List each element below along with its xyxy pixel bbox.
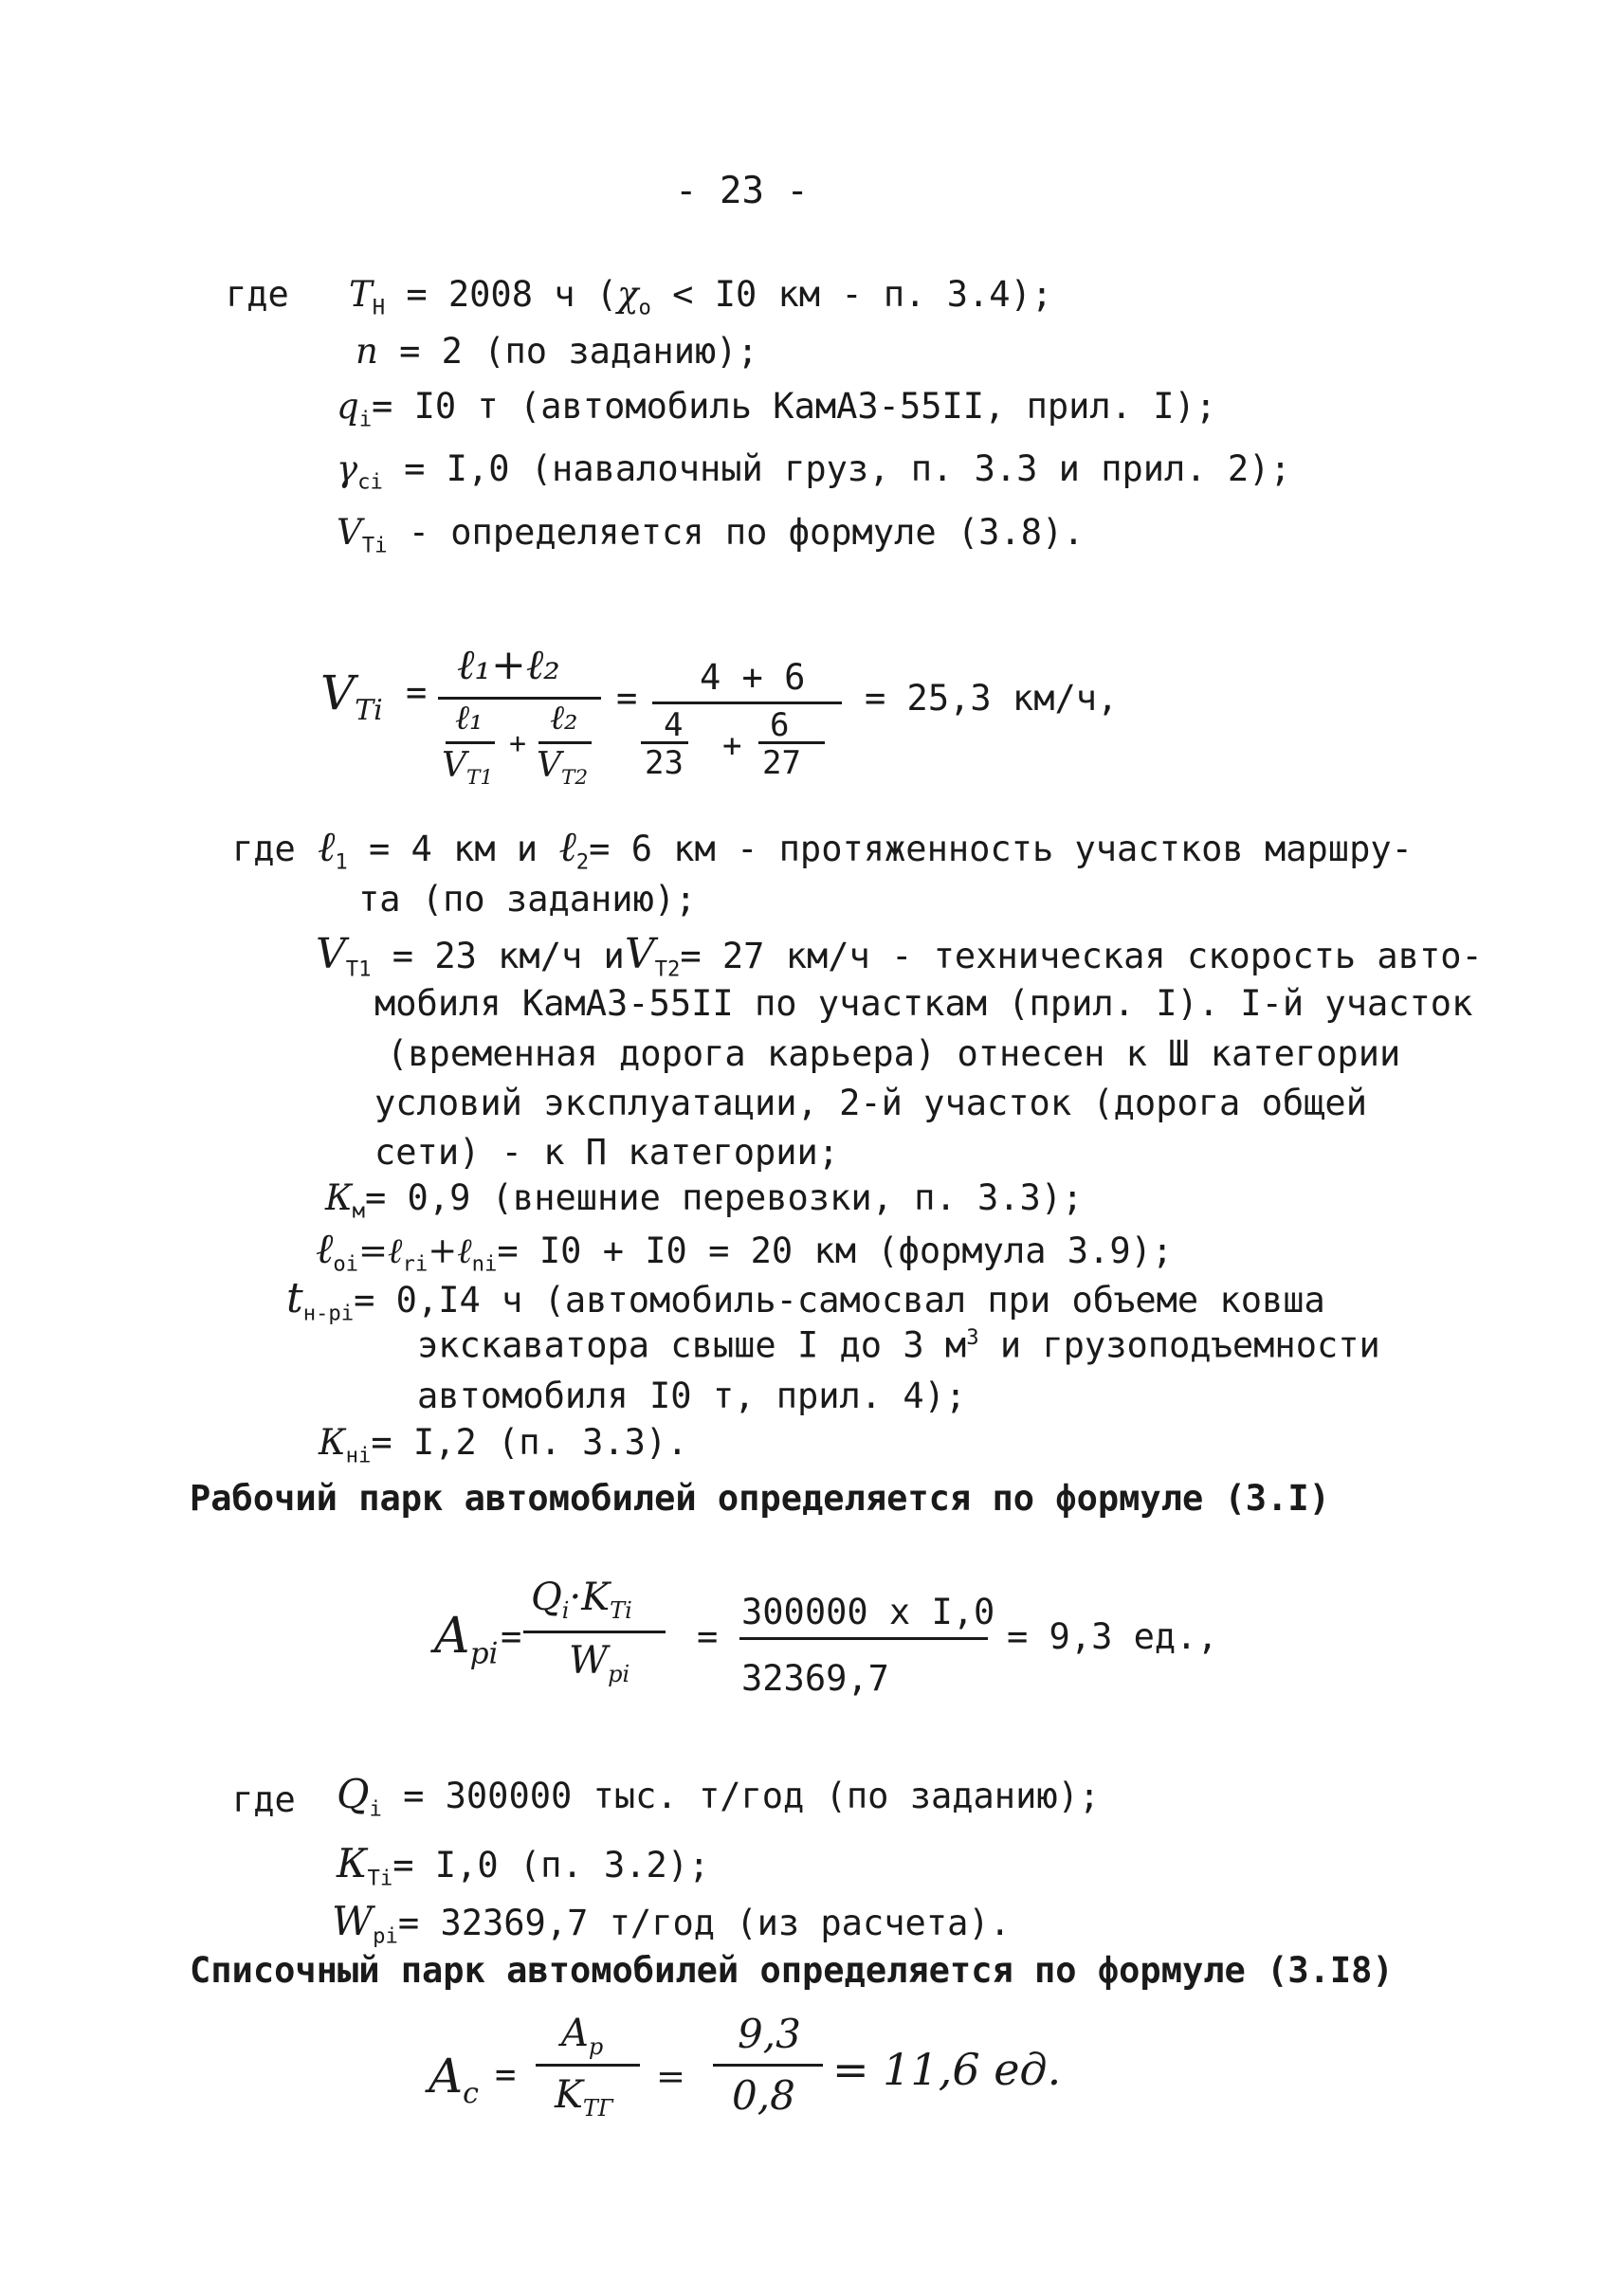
formula-v-num-val: 4 + 6 — [700, 657, 806, 698]
formula-v-den-a-den — [442, 746, 494, 791]
formula-v-d1-num: 4 — [664, 706, 684, 744]
symbol-subscript: p — [588, 2033, 604, 2060]
definition-text: экскаватора свыше I до 3 м — [417, 1324, 967, 1366]
definition-text: и грузоподъемности — [999, 1324, 1380, 1366]
symbol: A — [429, 2049, 464, 2104]
symbol-subscript: н-pi — [302, 1301, 355, 1326]
superscript: 3 — [966, 1325, 979, 1350]
symbol-subscript: Ti — [361, 533, 388, 558]
symbol-subscript: T1 — [345, 957, 372, 982]
formula-ac-den-val: 0,8 — [732, 2072, 795, 2119]
symbol: ·K — [569, 1576, 611, 1619]
def-line — [325, 1177, 1084, 1224]
definition-text: = 0,9 (внешние перевозки, п. 3.3); — [365, 1177, 1084, 1218]
definition-text: =ℓ — [358, 1230, 403, 1271]
def-line — [356, 331, 758, 372]
symbol: Q — [337, 1771, 370, 1817]
fraction-bar — [652, 702, 842, 704]
fraction-bar — [536, 2064, 640, 2067]
symbol: n — [356, 331, 378, 372]
symbol: V — [537, 746, 561, 785]
formula-v-d2-den: 27 — [762, 744, 801, 782]
symbol-subscript: pi — [608, 1661, 630, 1687]
formula-ac-den — [555, 2073, 613, 2122]
definition-text: = 27 км/ч - техническая скорость авто- — [680, 936, 1483, 976]
formula-ac-eq2: = — [656, 2056, 686, 2097]
def-line — [332, 1898, 1011, 1949]
formula-a-den — [569, 1639, 630, 1687]
symbol-subscript: pi — [469, 1636, 499, 1671]
where-label: где — [232, 829, 296, 869]
formula-v-den-b-den — [537, 746, 589, 791]
symbol: V — [337, 512, 362, 553]
symbol-subscript: pi — [373, 1923, 398, 1949]
symbol: K — [555, 2073, 583, 2117]
definition-text: = I,0 (п. 3.2); — [392, 1845, 710, 1886]
symbol: χ — [617, 274, 639, 315]
symbol-subscript: Ti — [367, 1866, 393, 1891]
symbol: ℓ — [318, 823, 336, 871]
where-label: где — [232, 1779, 296, 1820]
symbol: V — [320, 665, 356, 720]
formula-a-lhs — [434, 1608, 499, 1671]
def-line — [316, 1225, 1174, 1277]
formula-v-eq2: = — [616, 678, 638, 719]
symbol-subscript: ri — [402, 1251, 429, 1277]
fraction-bar — [538, 741, 592, 744]
definition-text: - определяется по формуле (3.8). — [408, 512, 1085, 553]
paragraph-working-park: Рабочий парк автомобилей определяется по формуле (3.I) — [190, 1478, 1330, 1519]
formula-v-num-sym: ℓ₁+ℓ₂ — [457, 641, 560, 689]
def-line: (временная дорога карьера) отнесен к Ш категории — [387, 1033, 1401, 1074]
formula-a-result: = 9,3 ед., — [1007, 1616, 1218, 1657]
fraction-bar — [713, 2064, 823, 2067]
definition-text: = 32369,7 т/год (из расчета). — [397, 1903, 1011, 1943]
formula-ac-eq1: = — [495, 2054, 517, 2095]
fraction-bar — [446, 741, 495, 744]
symbol-subscript: c — [463, 2077, 479, 2110]
symbol: К — [319, 1422, 346, 1463]
where-label: где — [226, 274, 289, 315]
symbol-subscript: T1 — [466, 766, 494, 791]
def-line — [316, 930, 1483, 982]
definition-text: = 6 км - протяженность участков маршру- — [589, 829, 1413, 869]
definition-text: = 2 (по заданию); — [399, 331, 758, 372]
symbol: К — [337, 1840, 368, 1886]
definition-text: = 4 км и — [368, 829, 538, 869]
def-line — [349, 274, 1053, 320]
symbol: t — [286, 1274, 303, 1322]
symbol: Q — [531, 1576, 562, 1619]
def-line: мобиля КамАЗ-55II по участкам (прил. I). I-й участок — [374, 983, 1473, 1024]
symbol: V — [624, 930, 655, 978]
formula-ac-result: = 11,6 ед. — [832, 2044, 1062, 2095]
definition-text: +ℓ — [428, 1230, 472, 1271]
symbol-subscript: oi — [333, 1251, 359, 1277]
symbol: A — [434, 1608, 470, 1665]
formula-a-num-val: 300000 x I,0 — [741, 1592, 995, 1632]
formula-a-eq1: = — [501, 1616, 522, 1657]
formula-a-eq2: = — [697, 1616, 719, 1657]
def-line — [318, 823, 1413, 875]
def-line — [337, 1840, 710, 1891]
symbol-subscript: ci — [357, 469, 383, 495]
def-line — [337, 512, 1085, 558]
symbol-subscript: T2 — [654, 957, 681, 982]
formula-v-result: = 25,3 км/ч, — [865, 678, 1119, 719]
symbol-subscript: Ti — [355, 694, 383, 727]
symbol: q — [337, 386, 359, 427]
symbol-subscript: i — [369, 1796, 382, 1822]
symbol-subscript: T2 — [561, 766, 589, 791]
formula-v-d2-num: 6 — [770, 706, 790, 744]
page-number: - 23 - — [675, 170, 809, 212]
definition-text: = I0 т (автомобиль КамАЗ-55II, прил. I); — [372, 386, 1217, 427]
symbol-subscript: ni — [471, 1251, 498, 1277]
def-line — [337, 448, 1291, 495]
def-line — [337, 1771, 1101, 1822]
symbol: Т — [349, 274, 373, 315]
definition-text: = I,2 (п. 3.3). — [371, 1422, 688, 1463]
def-line — [319, 1422, 688, 1468]
definition-text: < I0 км - п. 3.4); — [650, 274, 1053, 315]
fraction-bar — [739, 1637, 988, 1640]
symbol-subscript: 2 — [575, 849, 590, 875]
symbol-subscript: 1 — [335, 849, 348, 875]
symbol-subscript: ні — [345, 1443, 372, 1468]
formula-a-num — [531, 1578, 632, 1622]
formula-v-den-plus: + — [509, 727, 527, 760]
symbol: V — [442, 746, 466, 785]
def-line: автомобиля I0 т, прил. 4); — [417, 1376, 967, 1416]
definition-text: = 2008 ч ( — [406, 274, 618, 315]
symbol-subscript: Н — [372, 295, 386, 320]
def-line: та (по заданию); — [358, 879, 697, 920]
def-line — [417, 1324, 1380, 1366]
paragraph-list-park: Списочный парк автомобилей определяется по формуле (3.I8) — [190, 1950, 1394, 1991]
symbol-subscript: о — [638, 295, 651, 320]
def-line: условий эксплуатации, 2-й участок (дорога общей — [374, 1083, 1367, 1123]
def-line: сети) - к П категории; — [374, 1132, 840, 1173]
formula-v-eq: = — [406, 672, 428, 713]
formula-v-lhs — [320, 665, 383, 727]
formula-v-den-a-num: ℓ₁ — [455, 699, 484, 738]
symbol-subscript: м — [352, 1198, 365, 1224]
symbol: ℓ — [558, 823, 576, 871]
symbol: V — [316, 930, 346, 978]
symbol: W — [569, 1639, 609, 1683]
symbol: γ — [337, 448, 358, 489]
symbol-subscript: TГ — [582, 2095, 613, 2122]
def-line — [337, 386, 1217, 432]
formula-a-den-val: 32369,7 — [741, 1658, 889, 1699]
formula-ac-lhs — [429, 2049, 479, 2110]
definition-text: = 300000 тыс. т/год (по заданию); — [403, 1776, 1101, 1816]
symbol-subscript: i — [561, 1597, 570, 1624]
symbol: A — [561, 2012, 589, 2055]
fraction-bar — [523, 1631, 666, 1633]
symbol-subscript: Ti — [610, 1597, 632, 1624]
symbol: ℓ — [316, 1225, 334, 1273]
def-line — [286, 1274, 1325, 1326]
formula-v-den-b-num: ℓ₂ — [550, 699, 578, 738]
definition-text: = 0,I4 ч (автомобиль-самосвал при объеме ковша — [354, 1280, 1325, 1321]
formula-v-d-plus: + — [722, 727, 742, 765]
formula-ac-num — [561, 2014, 603, 2058]
definition-text: = I,0 (навалочный груз, п. 3.3 и прил. 2); — [404, 448, 1291, 489]
symbol: К — [325, 1177, 353, 1218]
definition-text: = 23 км/ч и — [392, 936, 625, 976]
definition-text: = I0 + I0 = 20 км (формула 3.9); — [497, 1230, 1174, 1271]
formula-v-d1-den: 23 — [645, 744, 684, 782]
symbol-subscript: i — [358, 407, 373, 432]
symbol: W — [332, 1898, 374, 1944]
formula-ac-num-val: 9,3 — [738, 2011, 801, 2057]
